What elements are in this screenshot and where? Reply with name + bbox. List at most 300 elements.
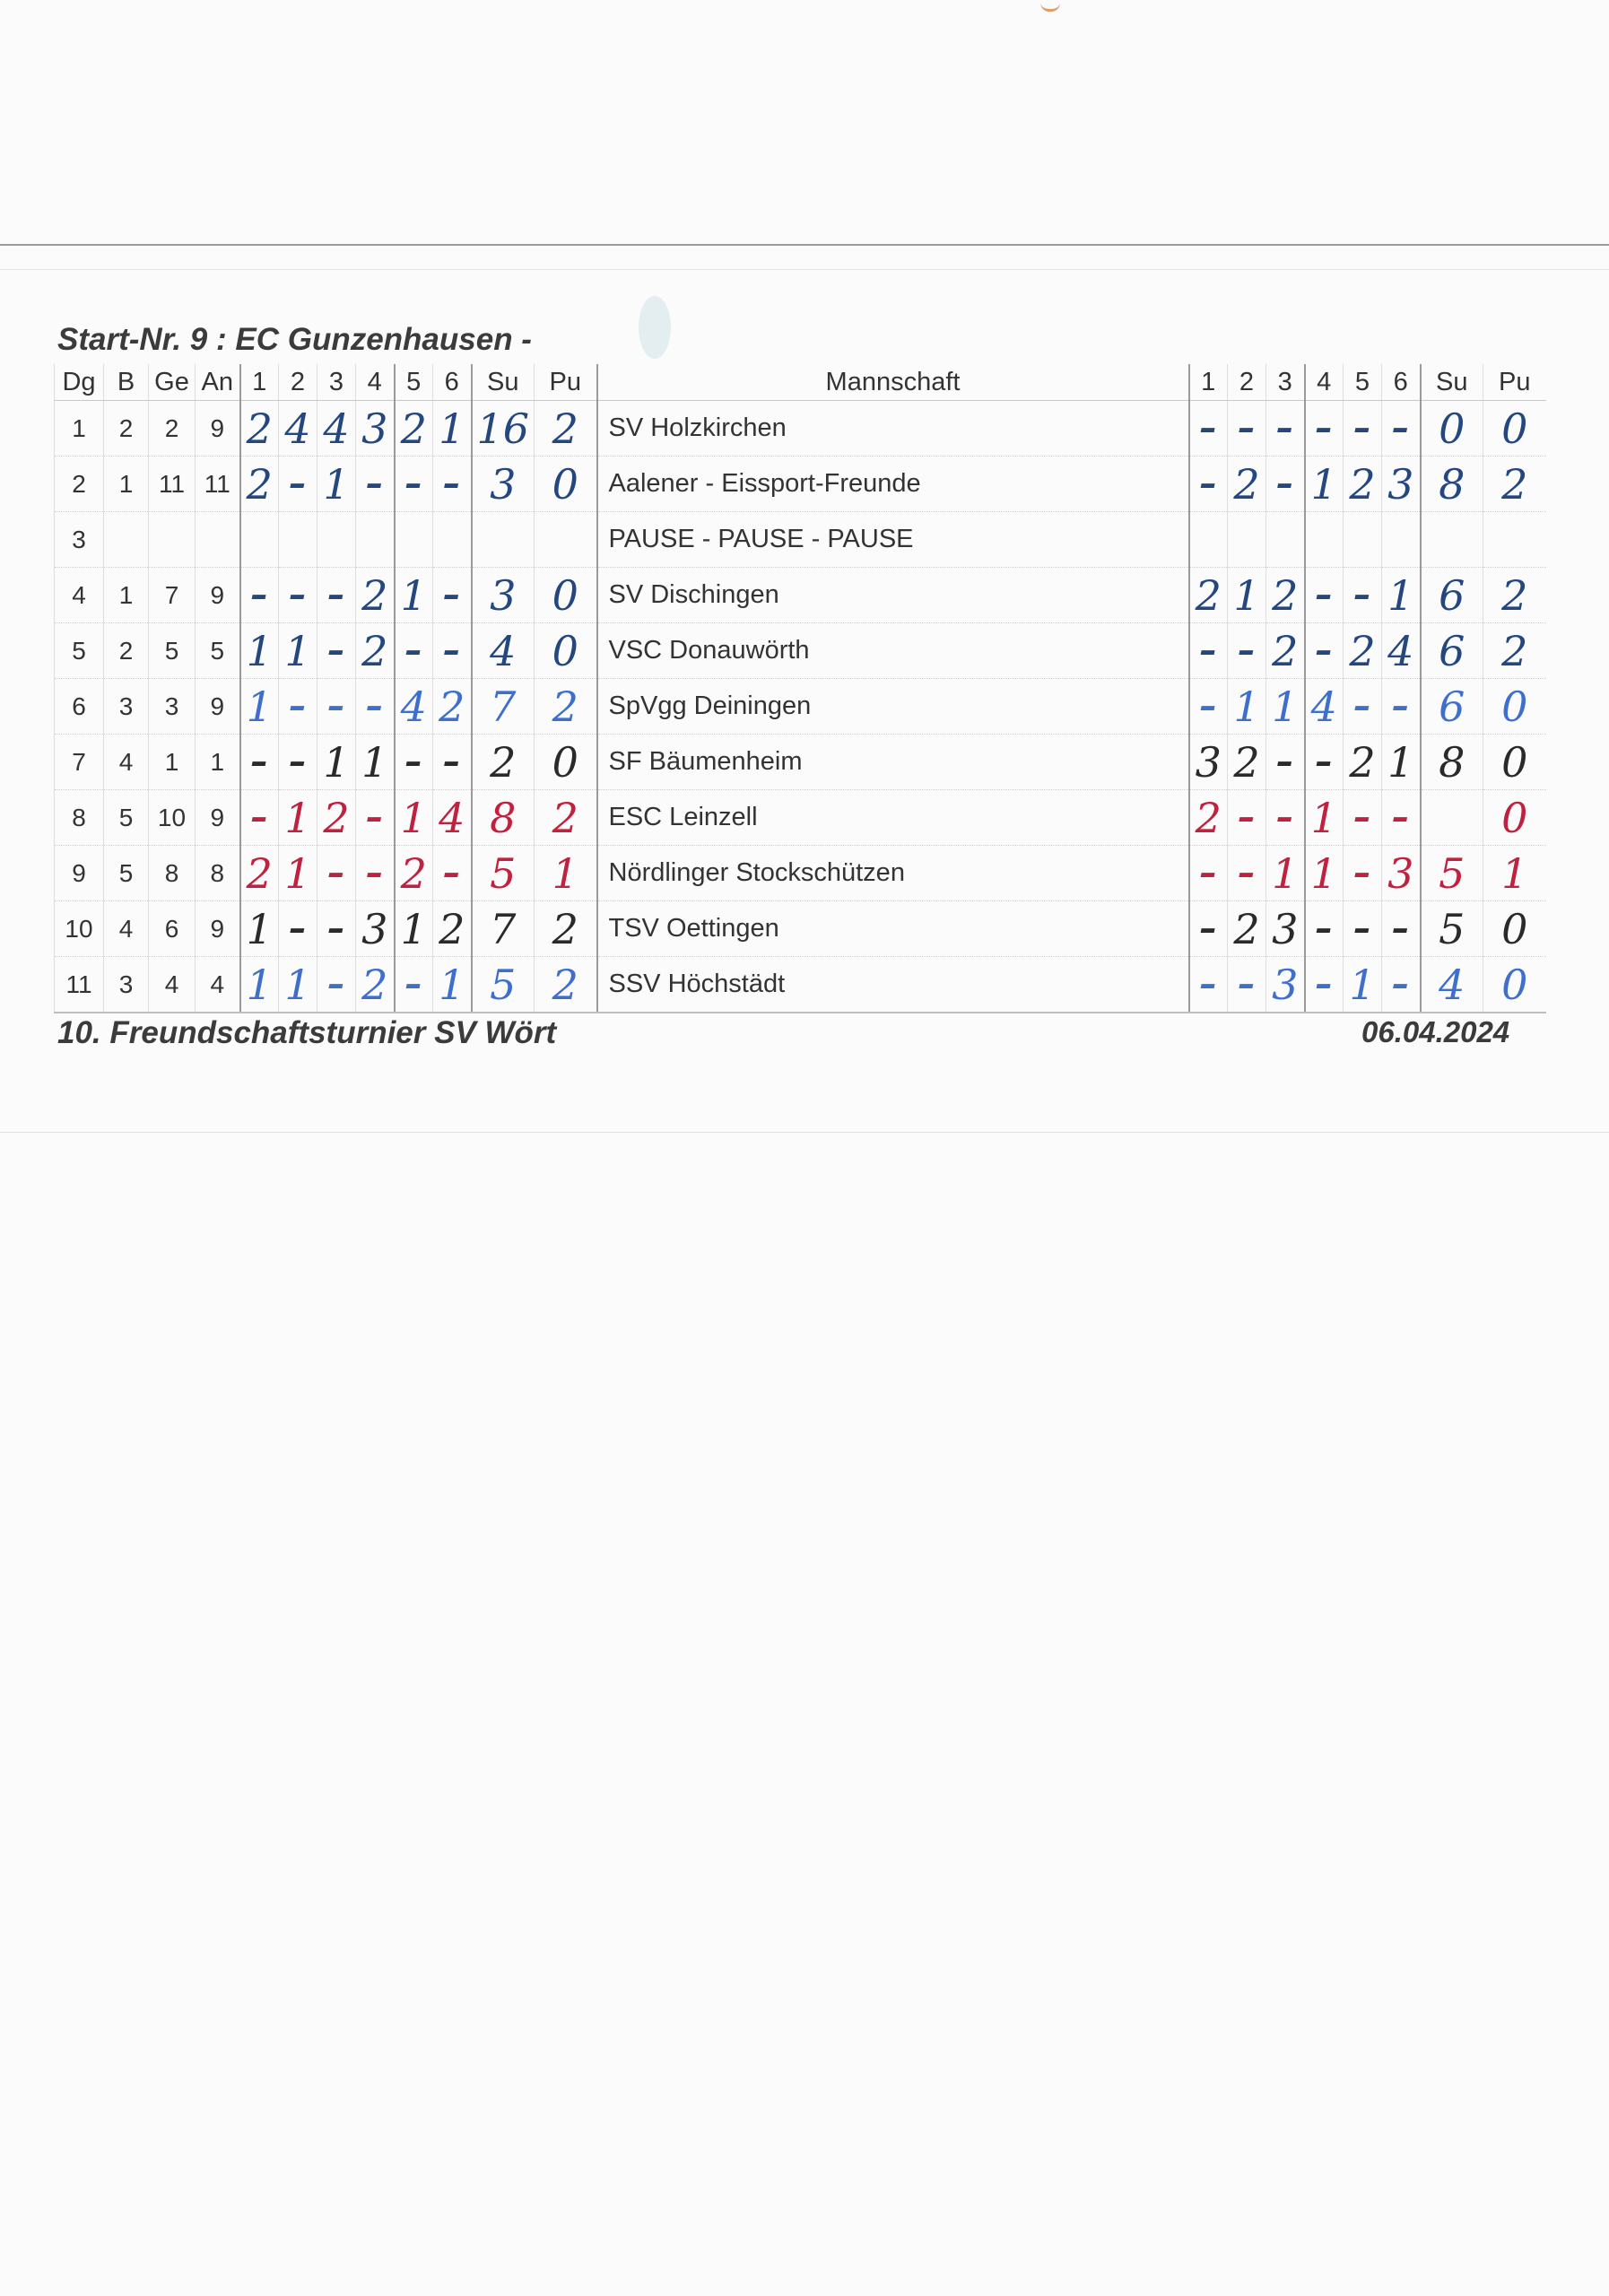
round-2-cell-value: – xyxy=(289,686,307,726)
team-cell-value: SpVgg Deiningen xyxy=(608,691,812,720)
round-6-cell xyxy=(433,623,472,679)
page-edge-line xyxy=(0,244,1609,246)
opp-round-5-cell xyxy=(1344,957,1382,1013)
opp-pu-cell xyxy=(1483,846,1546,901)
col-opp-round-2: 2 xyxy=(1228,364,1266,401)
table-row xyxy=(55,679,1546,735)
round-3-cell xyxy=(317,512,356,568)
round-4-cell xyxy=(356,790,395,846)
opp-round-6-cell xyxy=(1382,512,1421,568)
pu-cell-value: 0 xyxy=(552,737,578,787)
round-2-cell xyxy=(279,623,317,679)
round-4-cell-value: 1 xyxy=(361,737,388,787)
round-3-cell xyxy=(317,401,356,457)
round-1-cell-value: – xyxy=(250,742,268,781)
col-dg: Dg xyxy=(55,364,104,401)
round-6-cell xyxy=(433,512,472,568)
round-4-cell xyxy=(356,401,395,457)
opp-round-4-cell-value: – xyxy=(1315,742,1333,781)
opp-round-1-cell-value: 2 xyxy=(1195,570,1222,620)
b-cell-value: 3 xyxy=(118,970,134,998)
round-3-cell xyxy=(317,623,356,679)
opp-round-2-cell-value: – xyxy=(1238,797,1256,837)
round-3-cell-value: – xyxy=(327,909,345,948)
round-1-cell-value: 1 xyxy=(246,626,273,675)
an-cell xyxy=(196,401,240,457)
opp-round-4-cell-value: – xyxy=(1315,575,1333,614)
ge-cell-value: 4 xyxy=(164,970,179,998)
round-5-cell-value: – xyxy=(404,742,422,781)
opp-su-cell-value: 5 xyxy=(1439,848,1465,898)
opp-pu-cell-value: 2 xyxy=(1501,570,1528,620)
round-1-cell xyxy=(240,957,279,1013)
an-cell-value: 9 xyxy=(210,803,225,831)
round-3-cell xyxy=(317,735,356,790)
opp-su-cell xyxy=(1421,623,1483,679)
su-cell xyxy=(472,901,535,957)
round-2-cell xyxy=(279,790,317,846)
opp-round-4-cell-value: 1 xyxy=(1310,793,1337,842)
opp-round-3-cell xyxy=(1266,846,1305,901)
round-4-cell-value: – xyxy=(366,686,384,726)
ge-cell xyxy=(149,846,196,901)
team-cell-value: Nördlinger Stockschützen xyxy=(608,858,905,887)
table-row xyxy=(55,790,1546,846)
dg-cell-value: 7 xyxy=(72,747,86,776)
opp-round-3-cell xyxy=(1266,457,1305,512)
table-row xyxy=(55,901,1546,957)
opp-round-2-cell xyxy=(1228,735,1266,790)
opp-pu-cell xyxy=(1483,957,1546,1013)
b-cell xyxy=(104,457,149,512)
su-cell-value: 8 xyxy=(490,793,517,842)
team-cell-value: ESC Leinzell xyxy=(608,803,758,831)
opp-round-4-cell-value: 1 xyxy=(1310,459,1337,509)
round-5-cell-value: 2 xyxy=(400,848,427,898)
opp-round-1-cell xyxy=(1189,790,1228,846)
opp-round-6-cell-value: 3 xyxy=(1387,459,1414,509)
opp-round-1-cell-value: – xyxy=(1199,686,1217,726)
opp-round-6-cell xyxy=(1382,846,1421,901)
round-3-cell-value: 1 xyxy=(323,459,350,509)
round-3-cell-value: – xyxy=(327,853,345,892)
opp-su-cell-value: 5 xyxy=(1439,904,1465,953)
opp-round-1-cell-value: – xyxy=(1199,631,1217,670)
col-opp-round-3: 3 xyxy=(1266,364,1305,401)
an-cell-value: 11 xyxy=(204,469,230,498)
team-cell xyxy=(597,568,1189,623)
opp-pu-cell xyxy=(1483,735,1546,790)
opp-round-5-cell xyxy=(1344,679,1382,735)
pu-cell xyxy=(535,846,597,901)
opp-round-6-cell-value: 4 xyxy=(1387,626,1414,675)
opp-round-1-cell-value: – xyxy=(1199,909,1217,948)
opp-round-5-cell-value: 2 xyxy=(1349,459,1376,509)
opp-round-6-cell-value: – xyxy=(1392,686,1410,726)
ge-cell xyxy=(149,623,196,679)
pu-cell-value: 2 xyxy=(552,960,578,1009)
b-cell xyxy=(104,735,149,790)
opp-pu-cell xyxy=(1483,679,1546,735)
opp-round-4-cell xyxy=(1305,735,1344,790)
round-5-cell-value: – xyxy=(404,964,422,1004)
round-5-cell xyxy=(395,401,433,457)
opp-round-5-cell xyxy=(1344,735,1382,790)
stray-pen-mark xyxy=(1040,0,1060,12)
pu-cell xyxy=(535,568,597,623)
round-4-cell-value: 3 xyxy=(361,404,388,453)
opp-round-2-cell xyxy=(1228,512,1266,568)
pu-cell xyxy=(535,512,597,568)
round-6-cell xyxy=(433,790,472,846)
ge-cell-value: 5 xyxy=(164,636,179,665)
an-cell xyxy=(196,568,240,623)
dg-cell xyxy=(55,957,104,1013)
round-5-cell-value: 1 xyxy=(400,793,427,842)
opp-round-1-cell xyxy=(1189,957,1228,1013)
opp-round-1-cell-value: – xyxy=(1199,464,1217,503)
round-6-cell xyxy=(433,401,472,457)
round-3-cell xyxy=(317,790,356,846)
round-1-cell xyxy=(240,623,279,679)
round-4-cell xyxy=(356,901,395,957)
opp-round-2-cell xyxy=(1228,457,1266,512)
pu-cell xyxy=(535,735,597,790)
opp-round-1-cell xyxy=(1189,512,1228,568)
opp-round-4-cell-value: 4 xyxy=(1310,682,1337,731)
round-5-cell-value: 2 xyxy=(400,404,427,453)
pu-cell-value: 0 xyxy=(552,626,578,675)
paper-crease xyxy=(0,269,1609,270)
round-6-cell xyxy=(433,679,472,735)
opp-round-5-cell-value: – xyxy=(1353,686,1371,726)
round-2-cell-value: – xyxy=(289,742,307,781)
dg-cell-value: 3 xyxy=(72,525,86,553)
b-cell-value: 2 xyxy=(118,413,134,442)
pu-cell-value: 1 xyxy=(552,848,578,898)
an-cell xyxy=(196,512,240,568)
round-2-cell xyxy=(279,735,317,790)
dg-cell xyxy=(55,901,104,957)
round-5-cell xyxy=(395,679,433,735)
opp-round-6-cell xyxy=(1382,457,1421,512)
team-cell xyxy=(597,790,1189,846)
opp-round-6-cell-value: 1 xyxy=(1387,570,1414,620)
table-row xyxy=(55,735,1546,790)
an-cell xyxy=(196,957,240,1013)
round-5-cell-value: 4 xyxy=(400,682,427,731)
ge-cell-value: 1 xyxy=(164,747,179,776)
opp-su-cell-value: 4 xyxy=(1439,960,1465,1009)
opp-round-6-cell xyxy=(1382,735,1421,790)
round-2-cell-value: 1 xyxy=(284,960,311,1009)
opp-pu-cell xyxy=(1483,457,1546,512)
su-cell xyxy=(472,568,535,623)
opp-round-6-cell xyxy=(1382,623,1421,679)
ge-cell xyxy=(149,901,196,957)
opp-round-5-cell-value: – xyxy=(1353,408,1371,448)
round-5-cell xyxy=(395,457,433,512)
round-5-cell xyxy=(395,623,433,679)
round-4-cell-value: – xyxy=(366,464,384,503)
round-5-cell xyxy=(395,957,433,1013)
opp-su-cell-value: 8 xyxy=(1439,459,1465,509)
pu-cell-value: 0 xyxy=(552,570,578,620)
opp-round-2-cell-value: 2 xyxy=(1233,459,1260,509)
opp-round-3-cell xyxy=(1266,512,1305,568)
opp-round-6-cell-value: – xyxy=(1392,408,1410,448)
opp-round-3-cell xyxy=(1266,735,1305,790)
opp-pu-cell-value: 0 xyxy=(1501,404,1528,453)
pu-cell-value: 2 xyxy=(552,904,578,953)
round-1-cell-value: 1 xyxy=(246,682,273,731)
opp-pu-cell-value: 0 xyxy=(1501,960,1528,1009)
round-1-cell xyxy=(240,846,279,901)
opp-su-cell-value: 6 xyxy=(1439,570,1465,620)
round-1-cell xyxy=(240,735,279,790)
team-cell-value: PAUSE - PAUSE - PAUSE xyxy=(608,525,914,553)
su-cell-value: 16 xyxy=(476,404,530,453)
dg-cell xyxy=(55,679,104,735)
ge-cell-value: 3 xyxy=(164,691,179,720)
opp-pu-cell-value: 0 xyxy=(1501,682,1528,731)
col-opp-su: Su xyxy=(1421,364,1483,401)
round-2-cell-value: – xyxy=(289,909,307,948)
round-1-cell xyxy=(240,679,279,735)
opp-pu-cell-value: 0 xyxy=(1501,793,1528,842)
team-cell-value: Aalener - Eissport-Freunde xyxy=(608,469,921,498)
opp-round-3-cell-value: – xyxy=(1276,742,1294,781)
round-3-cell xyxy=(317,457,356,512)
an-cell xyxy=(196,457,240,512)
table-row xyxy=(55,512,1546,568)
opp-round-1-cell xyxy=(1189,679,1228,735)
su-cell-value: 7 xyxy=(490,904,517,953)
round-6-cell-value: 2 xyxy=(439,682,465,731)
opp-round-3-cell-value: 2 xyxy=(1272,570,1299,620)
round-4-cell-value: – xyxy=(366,853,384,892)
round-3-cell xyxy=(317,957,356,1013)
opp-round-4-cell xyxy=(1305,901,1344,957)
opp-round-1-cell-value: – xyxy=(1199,853,1217,892)
opp-round-1-cell xyxy=(1189,568,1228,623)
opp-round-5-cell-value: 1 xyxy=(1349,960,1376,1009)
team-cell xyxy=(597,457,1189,512)
opp-round-3-cell xyxy=(1266,623,1305,679)
table-row xyxy=(55,568,1546,623)
su-cell xyxy=(472,846,535,901)
round-5-cell-value: 1 xyxy=(400,570,427,620)
su-cell-value: 2 xyxy=(490,737,517,787)
round-4-cell xyxy=(356,846,395,901)
col-opp-round-5: 5 xyxy=(1344,364,1382,401)
opp-round-6-cell-value: – xyxy=(1392,797,1410,837)
opp-pu-cell-value: 0 xyxy=(1501,904,1528,953)
round-2-cell xyxy=(279,901,317,957)
opp-su-cell xyxy=(1421,568,1483,623)
round-4-cell xyxy=(356,679,395,735)
opp-round-2-cell xyxy=(1228,901,1266,957)
opp-pu-cell-value: 2 xyxy=(1501,459,1528,509)
round-3-cell-value: 4 xyxy=(323,404,350,453)
sheet-title: Start-Nr. 9 : EC Gunzenhausen - xyxy=(57,322,532,357)
opp-round-2-cell-value: 2 xyxy=(1233,904,1260,953)
round-5-cell xyxy=(395,790,433,846)
opp-round-1-cell-value: – xyxy=(1199,964,1217,1004)
dg-cell xyxy=(55,568,104,623)
round-3-cell-value: – xyxy=(327,964,345,1004)
opp-round-6-cell xyxy=(1382,401,1421,457)
round-3-cell xyxy=(317,901,356,957)
opp-round-5-cell xyxy=(1344,901,1382,957)
round-1-cell xyxy=(240,790,279,846)
opp-round-4-cell xyxy=(1305,846,1344,901)
table-row xyxy=(55,957,1546,1013)
team-cell-value: SSV Höchstädt xyxy=(608,970,786,998)
opp-round-2-cell-value: 1 xyxy=(1233,682,1260,731)
table-row xyxy=(55,401,1546,457)
opp-round-3-cell xyxy=(1266,568,1305,623)
opp-su-cell-value: 6 xyxy=(1439,682,1465,731)
round-6-cell-value: – xyxy=(443,742,461,781)
pu-cell-value: 2 xyxy=(552,793,578,842)
opp-pu-cell-value: 1 xyxy=(1501,848,1528,898)
an-cell xyxy=(196,623,240,679)
round-3-cell-value: – xyxy=(327,575,345,614)
round-1-cell-value: – xyxy=(250,575,268,614)
col-an: An xyxy=(196,364,240,401)
round-2-cell-value: 1 xyxy=(284,793,311,842)
pu-cell xyxy=(535,623,597,679)
opp-round-6-cell xyxy=(1382,957,1421,1013)
b-cell-value: 4 xyxy=(118,914,134,943)
round-6-cell xyxy=(433,957,472,1013)
round-5-cell xyxy=(395,901,433,957)
opp-su-cell xyxy=(1421,457,1483,512)
col-opp-pu: Pu xyxy=(1483,364,1546,401)
table-row xyxy=(55,846,1546,901)
b-cell xyxy=(104,679,149,735)
opp-round-2-cell xyxy=(1228,846,1266,901)
opp-round-3-cell-value: – xyxy=(1276,797,1294,837)
opp-pu-cell-value: 0 xyxy=(1501,737,1528,787)
opp-round-4-cell xyxy=(1305,790,1344,846)
su-cell-value: 5 xyxy=(490,960,517,1009)
dg-cell xyxy=(55,735,104,790)
col-round-3: 3 xyxy=(317,364,356,401)
opp-round-5-cell xyxy=(1344,401,1382,457)
b-cell-value: 1 xyxy=(118,469,134,498)
ge-cell-value: 6 xyxy=(164,914,179,943)
round-1-cell xyxy=(240,457,279,512)
an-cell-value: 8 xyxy=(210,858,225,887)
opp-round-5-cell xyxy=(1344,457,1382,512)
round-5-cell xyxy=(395,512,433,568)
score-sheet xyxy=(54,319,1557,1057)
team-cell xyxy=(597,512,1189,568)
round-6-cell-value: – xyxy=(443,575,461,614)
team-cell-value: SV Dischingen xyxy=(608,580,779,609)
opp-round-4-cell-value: 1 xyxy=(1310,848,1337,898)
pu-cell-value: 2 xyxy=(552,404,578,453)
team-cell-value: SV Holzkirchen xyxy=(608,413,787,442)
pu-cell xyxy=(535,457,597,512)
round-5-cell-value: – xyxy=(404,464,422,503)
b-cell xyxy=(104,846,149,901)
team-cell xyxy=(597,901,1189,957)
ge-cell xyxy=(149,790,196,846)
su-cell xyxy=(472,512,535,568)
opp-round-2-cell-value: – xyxy=(1238,408,1256,448)
opp-round-1-cell-value: – xyxy=(1199,408,1217,448)
an-cell-value: 9 xyxy=(210,413,225,442)
opp-round-2-cell xyxy=(1228,568,1266,623)
col-ge: Ge xyxy=(149,364,196,401)
opp-round-6-cell xyxy=(1382,679,1421,735)
round-4-cell-value: 2 xyxy=(361,960,388,1009)
col-pu: Pu xyxy=(535,364,597,401)
b-cell xyxy=(104,901,149,957)
opp-round-4-cell xyxy=(1305,401,1344,457)
opp-round-3-cell xyxy=(1266,401,1305,457)
team-cell xyxy=(597,735,1189,790)
round-1-cell-value: 1 xyxy=(246,960,273,1009)
pu-cell-value: 0 xyxy=(552,459,578,509)
an-cell-value: 4 xyxy=(210,970,225,998)
opp-pu-cell xyxy=(1483,401,1546,457)
team-cell xyxy=(597,623,1189,679)
round-2-cell xyxy=(279,457,317,512)
col-su: Su xyxy=(472,364,535,401)
dg-cell-value: 2 xyxy=(72,469,86,498)
dg-cell-value: 4 xyxy=(72,580,86,609)
opp-round-6-cell-value: 3 xyxy=(1387,848,1414,898)
su-cell-value: 3 xyxy=(490,570,517,620)
b-cell xyxy=(104,790,149,846)
round-6-cell-value: – xyxy=(443,631,461,670)
round-3-cell xyxy=(317,568,356,623)
opp-round-5-cell xyxy=(1344,512,1382,568)
an-cell xyxy=(196,679,240,735)
opp-round-5-cell xyxy=(1344,623,1382,679)
round-4-cell xyxy=(356,512,395,568)
round-4-cell xyxy=(356,623,395,679)
opp-round-5-cell-value: 2 xyxy=(1349,626,1376,675)
opp-round-2-cell-value: 1 xyxy=(1233,570,1260,620)
col-b: B xyxy=(104,364,149,401)
opp-round-1-cell xyxy=(1189,735,1228,790)
round-1-cell xyxy=(240,512,279,568)
su-cell-value: 5 xyxy=(490,848,517,898)
opp-round-1-cell xyxy=(1189,846,1228,901)
opp-su-cell-value: 8 xyxy=(1439,737,1465,787)
round-2-cell-value: 4 xyxy=(284,404,311,453)
dg-cell xyxy=(55,790,104,846)
round-2-cell xyxy=(279,512,317,568)
ge-cell xyxy=(149,679,196,735)
round-1-cell-value: – xyxy=(250,797,268,837)
round-4-cell xyxy=(356,735,395,790)
col-opp-round-6: 6 xyxy=(1382,364,1421,401)
opp-round-4-cell xyxy=(1305,623,1344,679)
su-cell xyxy=(472,735,535,790)
round-2-cell xyxy=(279,846,317,901)
round-1-cell-value: 2 xyxy=(246,404,273,453)
su-cell xyxy=(472,790,535,846)
dg-cell-value: 8 xyxy=(72,803,86,831)
an-cell-value: 9 xyxy=(210,691,225,720)
b-cell-value: 1 xyxy=(118,580,134,609)
